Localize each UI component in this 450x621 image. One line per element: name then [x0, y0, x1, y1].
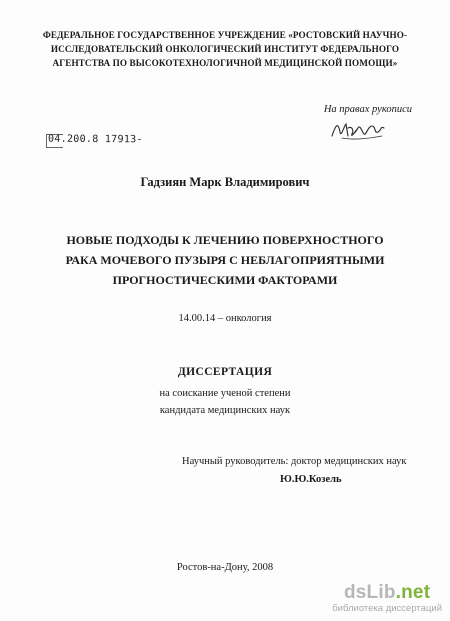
- institution-line-2: ИССЛЕДОВАТЕЛЬСКИЙ ОНКОЛОГИЧЕСКИЙ ИНСТИТУТ ФЕДЕРАЛЬНОГО: [50, 44, 400, 54]
- watermark-logo: [332, 583, 442, 603]
- degree-description: [0, 385, 450, 419]
- degree-line-1: на соискание ученой степени: [159, 388, 291, 399]
- watermark-subtitle: библиотека диссертаций: [332, 603, 442, 614]
- supervisor-name: Ю.Ю.Козель: [280, 474, 342, 485]
- institution-header: [0, 28, 450, 70]
- title-line-3: ПРОГНОСТИЧЕСКИМИ ФАКТОРАМИ: [112, 273, 338, 287]
- city-year: Ростов-на-Дону, 2008: [176, 562, 274, 573]
- institution-line-3: АГЕНТСТВА ПО ВЫСОКОТЕХНОЛОГИЧНОЙ МЕДИЦИНСКОЙ ПОМОЩИ»: [52, 58, 398, 68]
- speciality-code: 14.00.14 – онкология: [178, 313, 272, 324]
- registration-stamp: 04.200.8 17913-: [47, 133, 143, 146]
- manuscript-note: На правах рукописи: [323, 104, 412, 115]
- institution-line-1: ФЕДЕРАЛЬНОЕ ГОСУДАРСТВЕННОЕ УЧРЕЖДЕНИЕ «РОСТОВСКИЙ НАУЧНО-: [42, 30, 408, 40]
- title-line-1: НОВЫЕ ПОДХОДЫ К ЛЕЧЕНИЮ ПОВЕРХНОСТНОГО: [66, 233, 384, 247]
- handwritten-signature: [328, 118, 388, 142]
- watermark-logo-main: dsLib: [343, 582, 396, 603]
- dissertation-label: ДИССЕРТАЦИЯ: [177, 366, 273, 378]
- dissertation-title: [0, 230, 450, 290]
- watermark-logo-accent: .net: [395, 582, 431, 603]
- author-name: Гадзиян Марк Владимирович: [140, 175, 310, 189]
- dslib-watermark: [332, 583, 442, 615]
- degree-line-2: кандидата медицинских наук: [159, 405, 291, 416]
- title-line-2: РАКА МОЧЕВОГО ПУЗЫРЯ С НЕБЛАГОПРИЯТНЫМИ: [65, 253, 385, 267]
- supervisor-line: Научный руководитель: доктор медицинских наук: [182, 456, 407, 467]
